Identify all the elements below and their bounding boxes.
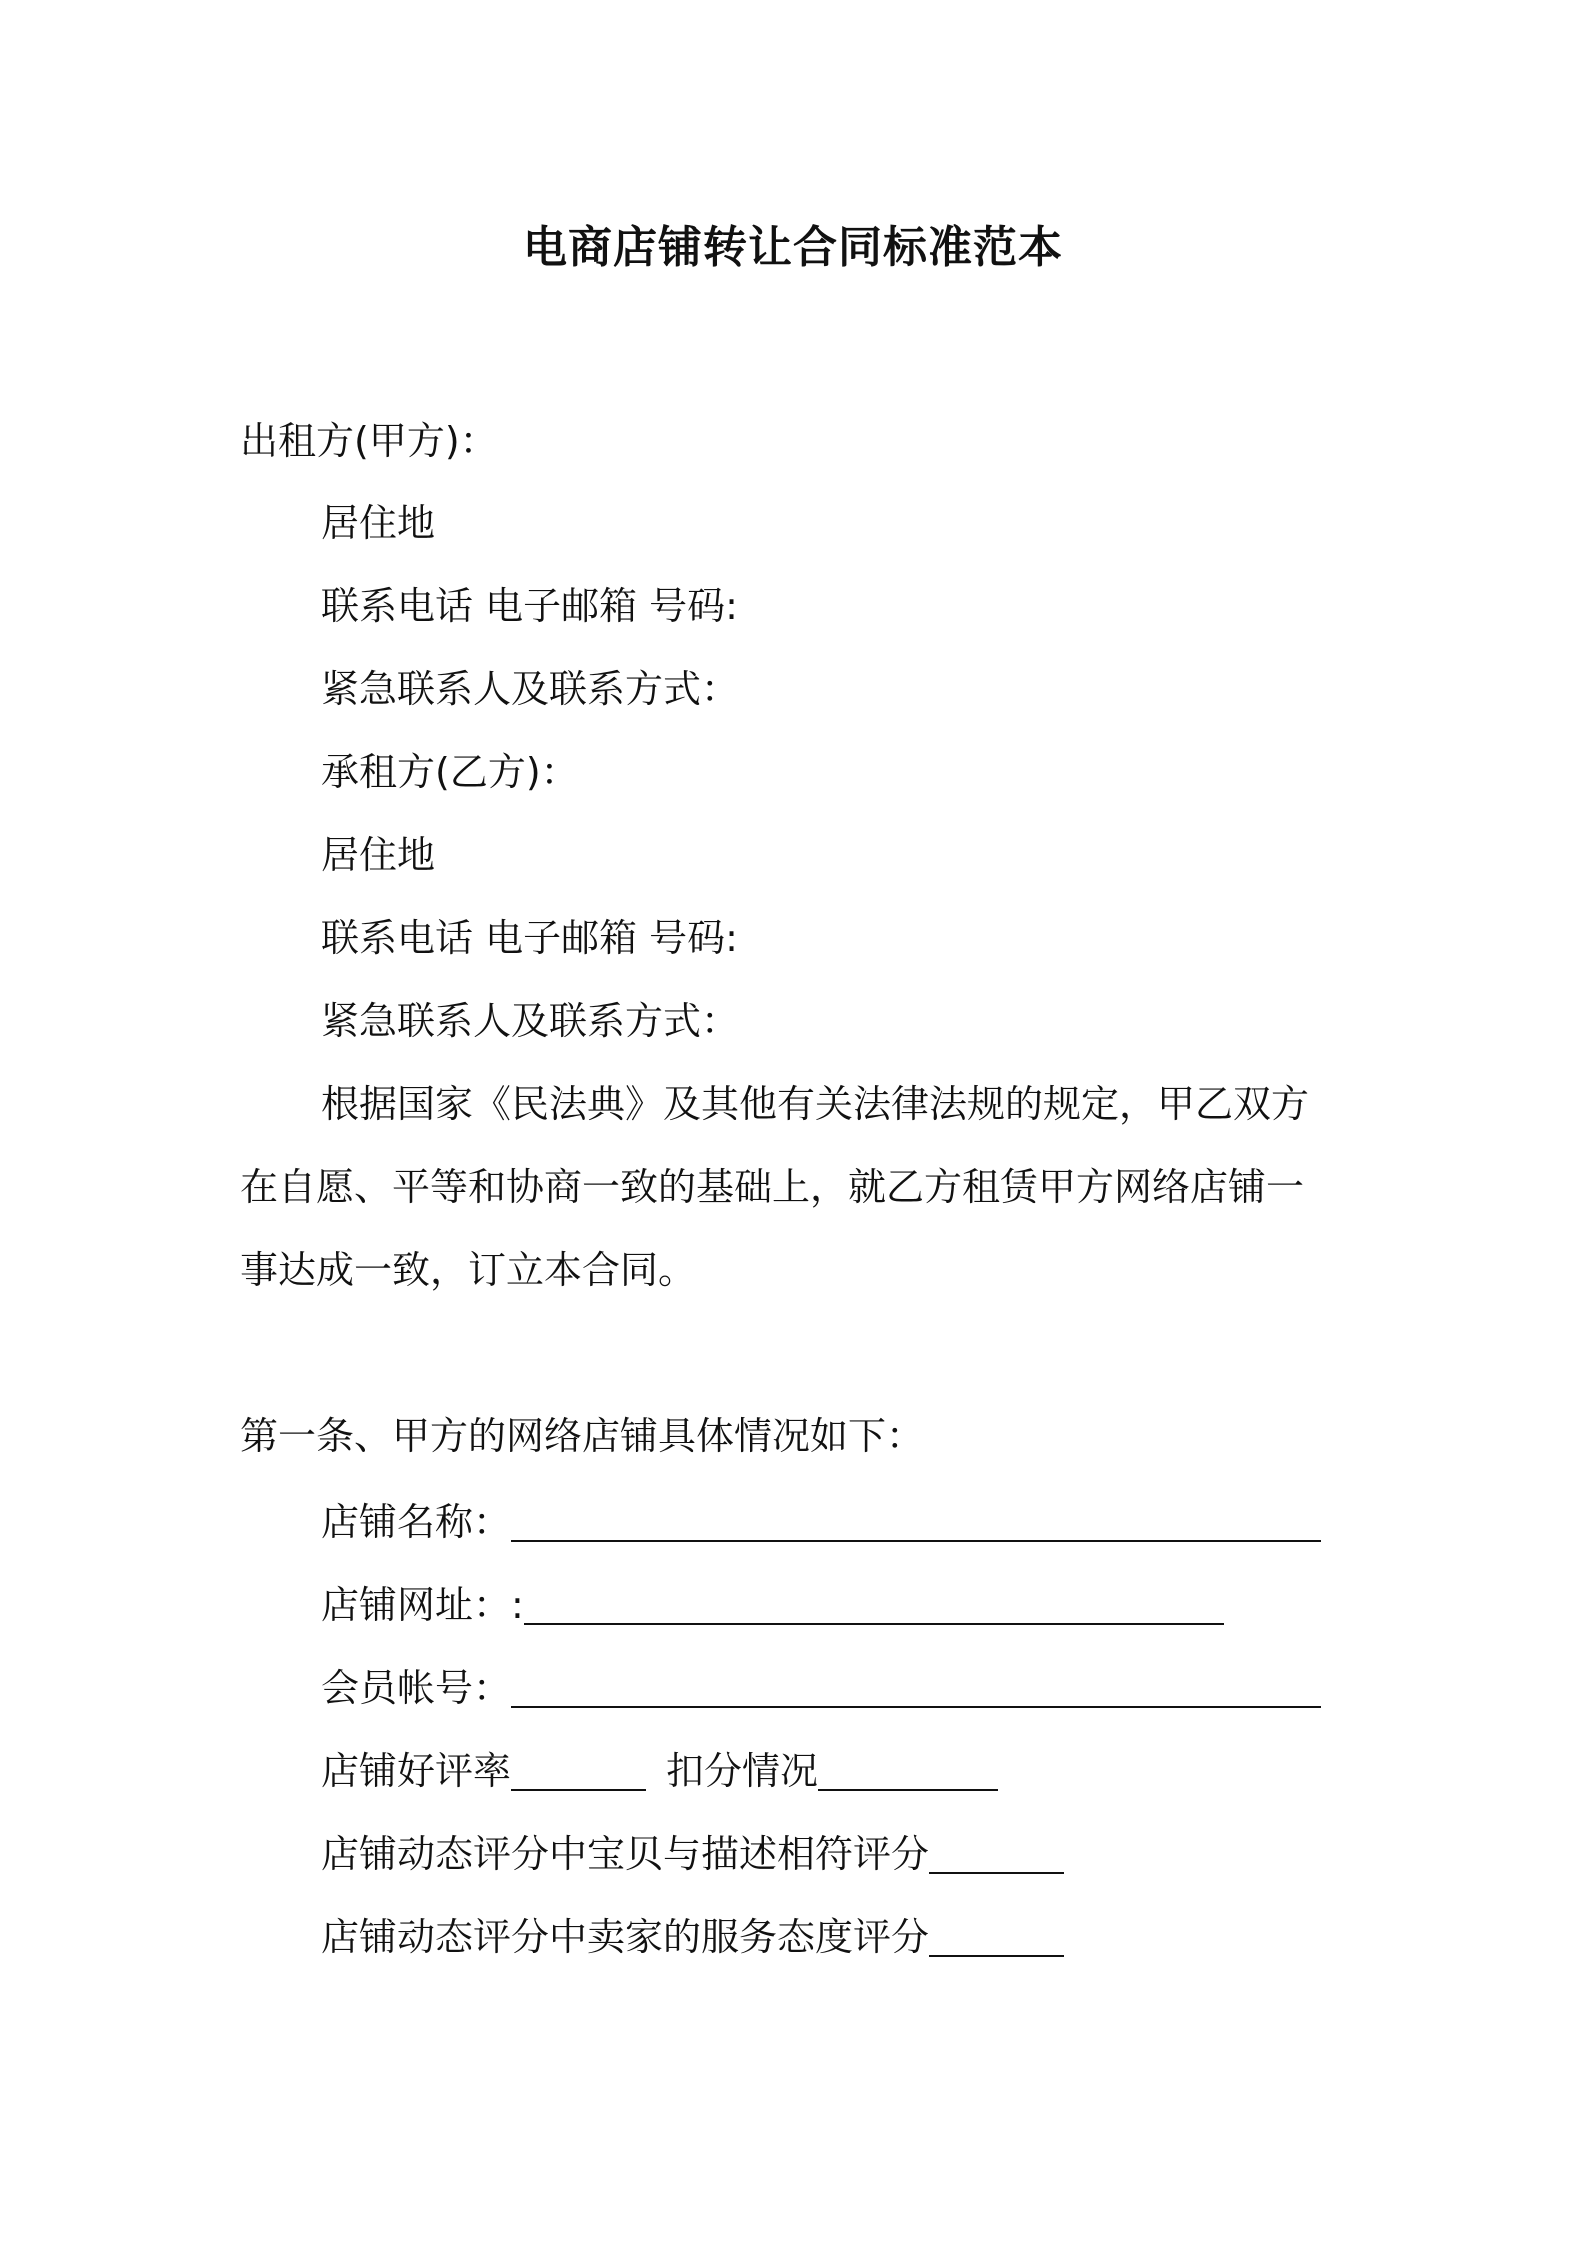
member-account-blank[interactable]	[511, 1666, 1321, 1708]
deduction-blank[interactable]	[818, 1749, 998, 1791]
deduction-label: 扣分情况	[666, 1749, 819, 1793]
party-a-label: 出租方(甲方)：	[240, 419, 498, 463]
dsr-service-row	[321, 1911, 1064, 1963]
preamble-line-1: 根据国家《民法典》及其他有关法律法规的规定，甲乙双方	[321, 1082, 1310, 1126]
shop-name-row	[321, 1496, 1321, 1548]
preamble-line-2: 在自愿、平等和协商一致的基础上，就乙方租赁甲方网络店铺一	[240, 1165, 1305, 1209]
article-1-heading: 第一条、甲方的网络店铺具体情况如下：	[240, 1414, 925, 1458]
positive-rate-blank[interactable]	[511, 1749, 646, 1791]
dsr-service-blank[interactable]	[929, 1915, 1064, 1957]
party-b-residence: 居住地	[321, 833, 436, 877]
party-b-emergency: 紧急联系人及联系方式：	[321, 999, 740, 1043]
shop-url-row	[321, 1579, 1224, 1631]
shop-name-label: 店铺名称：	[321, 1500, 512, 1544]
party-a-residence: 居住地	[321, 501, 436, 545]
rating-row	[321, 1745, 998, 1797]
party-b-label: 承租方(乙方)：	[321, 750, 579, 794]
document-title: 电商店铺转让合同标准范本	[523, 222, 1063, 273]
member-account-label: 会员帐号：	[321, 1666, 512, 1710]
dsr-service-label: 店铺动态评分中卖家的服务态度评分	[321, 1915, 930, 1959]
positive-rate-label: 店铺好评率	[321, 1749, 512, 1793]
member-account-row	[321, 1662, 1321, 1714]
party-b-contact: 联系电话 电子邮箱 号码:	[321, 916, 738, 960]
shop-name-blank[interactable]	[511, 1500, 1321, 1542]
dsr-description-blank[interactable]	[929, 1832, 1064, 1874]
party-a-emergency: 紧急联系人及联系方式：	[321, 667, 740, 711]
preamble-line-3: 事达成一致，订立本合同。	[240, 1248, 697, 1292]
dsr-description-row	[321, 1828, 1064, 1880]
shop-url-blank[interactable]	[524, 1583, 1224, 1625]
party-a-contact: 联系电话 电子邮箱 号码:	[321, 584, 738, 628]
shop-url-label: 店铺网址：:	[321, 1583, 524, 1627]
dsr-description-label: 店铺动态评分中宝贝与描述相符评分	[321, 1832, 930, 1876]
